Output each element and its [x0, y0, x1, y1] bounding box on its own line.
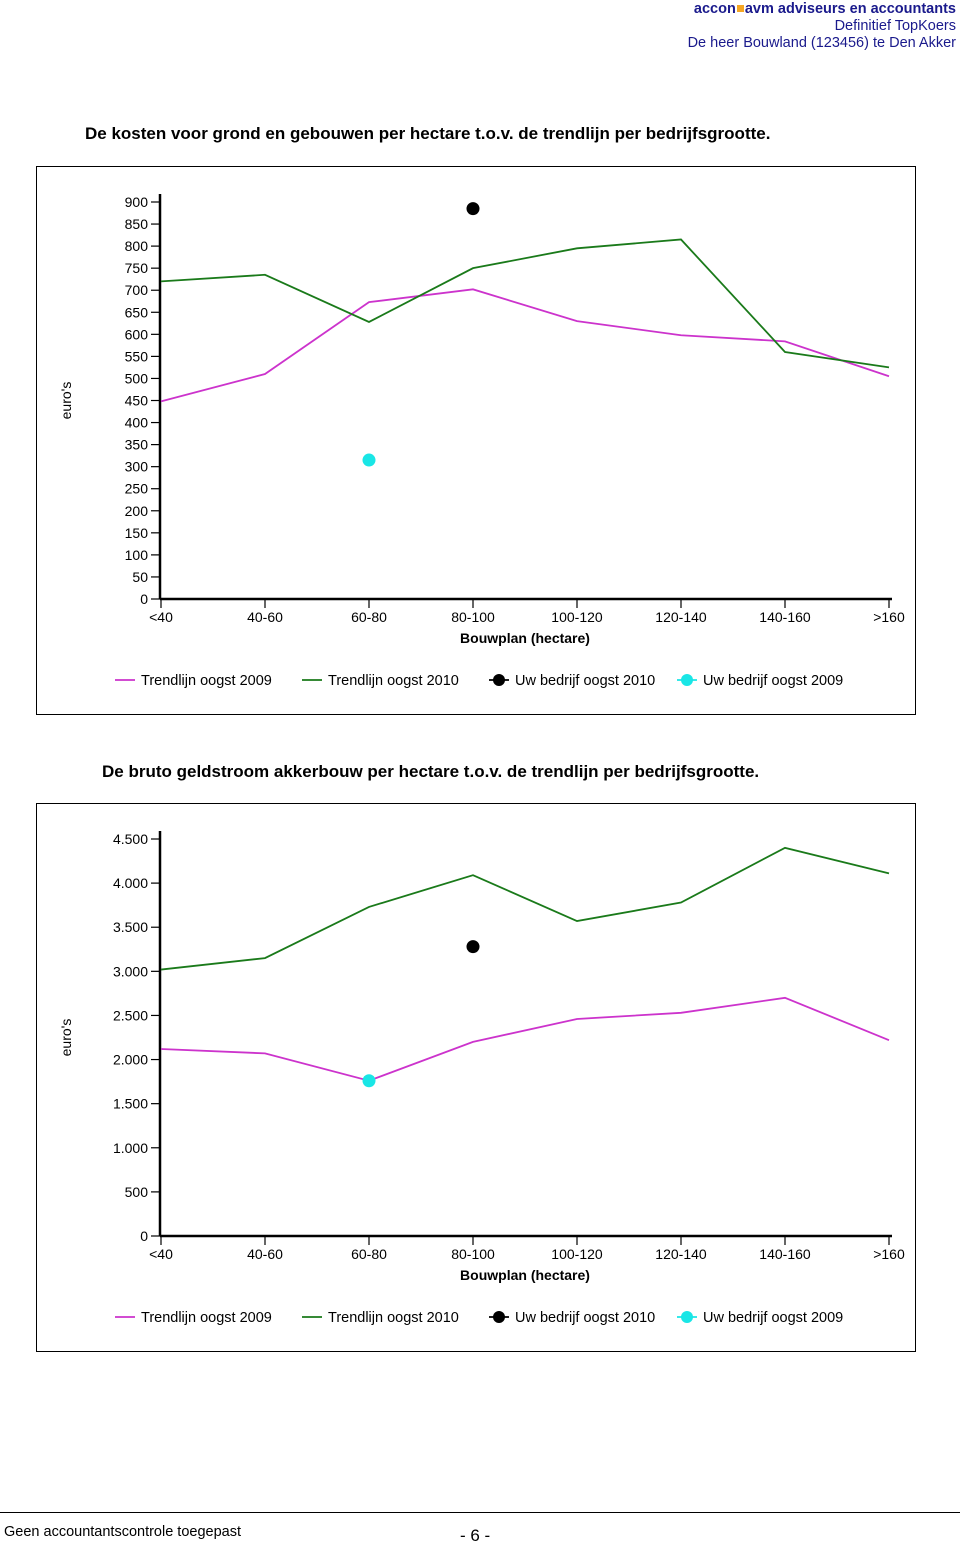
chart2-y-tick-label: 0: [140, 1228, 148, 1244]
chart1-y-tick-label: 0: [140, 591, 148, 607]
chart1-svg: [37, 167, 914, 713]
logo-square-icon: [737, 5, 744, 12]
chart1-y-tick-label: 700: [124, 282, 148, 299]
chart2-legend-label-2: Trendlijn oogst 2010: [328, 1310, 459, 1326]
chart1-x-tick-label: <40: [149, 609, 173, 625]
chart2-y-tick-label: 1.000: [112, 1139, 148, 1156]
chart1-x-axis-title: Bouwplan (hectare): [460, 630, 590, 646]
chart1-x-tick-label: 80-100: [451, 609, 495, 625]
chart1-y-tick-label: 750: [124, 260, 148, 277]
chart1-frame: [36, 166, 916, 715]
chart2-y-tick-label: 2.500: [112, 1007, 148, 1024]
chart1-y-tick-label: 100: [124, 546, 148, 563]
chart2-x-tick-label: <40: [149, 1246, 173, 1262]
chart1-y-axis-title: euro's: [58, 381, 74, 420]
chart2-x-tick-label: 140-160: [759, 1246, 811, 1262]
chart2-y-tick-label: 4.500: [112, 831, 148, 847]
chart2-y-tick-label: 500: [124, 1183, 148, 1200]
header-company: [694, 0, 956, 18]
chart2-x-tick-label: >160: [873, 1246, 905, 1262]
chart1-y-tick-label: 300: [124, 458, 148, 475]
chart1-legend-label-3: Uw bedrijf oogst 2010: [515, 673, 656, 689]
chart1-y-tick-label: 900: [124, 194, 148, 210]
chart2-svg: [37, 804, 914, 1350]
chart2-series-marker-3: [467, 940, 480, 953]
chart1-x-tick-label: 100-120: [551, 609, 603, 625]
chart1-legend-label-4: Uw bedrijf oogst 2009: [703, 673, 844, 689]
chart2-x-tick-label: 120-140: [655, 1246, 707, 1262]
chart1-x-tick-label: 140-160: [759, 609, 811, 625]
chart2-series-marker-4: [363, 1074, 376, 1087]
chart1-y-tick-label: 650: [124, 304, 148, 321]
chart2-title: De bruto geldstroom akkerbouw per hectare t.o.v. de trendlijn per bedrijfsgrootte.: [102, 762, 760, 781]
chart2-x-axis-title: Bouwplan (hectare): [460, 1267, 590, 1283]
chart1-y-tick-label: 550: [124, 348, 148, 365]
chart1-legend-label-1: Trendlijn oogst 2009: [141, 673, 272, 689]
chart1-y-tick-label: 600: [124, 326, 148, 343]
chart1-y-tick-label: 500: [124, 370, 148, 387]
chart2-y-tick-label: 1.500: [112, 1095, 148, 1112]
chart1-y-tick-label: 250: [124, 480, 148, 497]
chart2-y-tick-label: 3.500: [112, 919, 148, 936]
chart2-y-tick-label: 2.000: [112, 1051, 148, 1068]
chart1-y-tick-label: 850: [124, 216, 148, 233]
chart1-y-tick-label: 400: [124, 414, 148, 431]
chart2-frame: [36, 803, 916, 1352]
chart1-y-tick-label: 350: [124, 436, 148, 453]
chart2-legend-swatch-marker-3: [493, 1311, 505, 1323]
chart1-x-tick-label: 60-80: [351, 609, 387, 625]
chart1-y-tick-label: 50: [132, 568, 148, 585]
header-client: De heer Bouwland (123456) te Den Akker: [687, 35, 956, 51]
chart2-y-tick-label: 4.000: [112, 875, 148, 892]
page-number: - 6 -: [460, 1526, 491, 1545]
chart1-x-tick-label: 120-140: [655, 609, 707, 625]
chart2-x-tick-label: 60-80: [351, 1246, 387, 1262]
chart1-y-tick-label: 450: [124, 392, 148, 409]
chart1-title: De kosten voor grond en gebouwen per hectare t.o.v. de trendlijn per bedrijfsgrootte.: [85, 124, 771, 143]
chart1-series-marker-4: [363, 454, 376, 467]
chart1-legend-label-2: Trendlijn oogst 2010: [328, 673, 459, 689]
header-report-name: Definitief TopKoers: [834, 18, 956, 34]
chart1-x-tick-label: >160: [873, 609, 905, 625]
chart1-series-marker-3: [467, 202, 480, 215]
chart2-series-line-1: [161, 998, 889, 1081]
company-name-part1: accon: [693, 1, 736, 17]
chart2-y-tick-label: 3.000: [112, 963, 148, 980]
chart1-y-tick-label: 200: [124, 502, 148, 519]
company-name-part2: avm adviseurs en accountants: [744, 1, 956, 17]
chart2-legend-label-1: Trendlijn oogst 2009: [141, 1310, 272, 1326]
footer-divider: [0, 1512, 960, 1513]
chart2-x-tick-label: 100-120: [551, 1246, 603, 1262]
chart2-legend-swatch-marker-4: [681, 1311, 693, 1323]
chart1-y-tick-label: 150: [124, 524, 148, 541]
footer-note: Geen accountantscontrole toegepast: [4, 1524, 241, 1540]
chart1-x-tick-label: 40-60: [247, 609, 283, 625]
chart2-legend-label-4: Uw bedrijf oogst 2009: [703, 1310, 844, 1326]
chart1-legend-swatch-marker-4: [681, 674, 693, 686]
chart2-legend-label-3: Uw bedrijf oogst 2010: [515, 1310, 656, 1326]
chart1-series-line-2: [161, 239, 889, 367]
chart2-y-axis-title: euro's: [58, 1018, 74, 1057]
chart2-series-line-2: [161, 848, 889, 970]
chart2-x-tick-label: 80-100: [451, 1246, 495, 1262]
chart2-x-tick-label: 40-60: [247, 1246, 283, 1262]
chart1-legend-swatch-marker-3: [493, 674, 505, 686]
chart1-y-tick-label: 800: [124, 238, 148, 255]
